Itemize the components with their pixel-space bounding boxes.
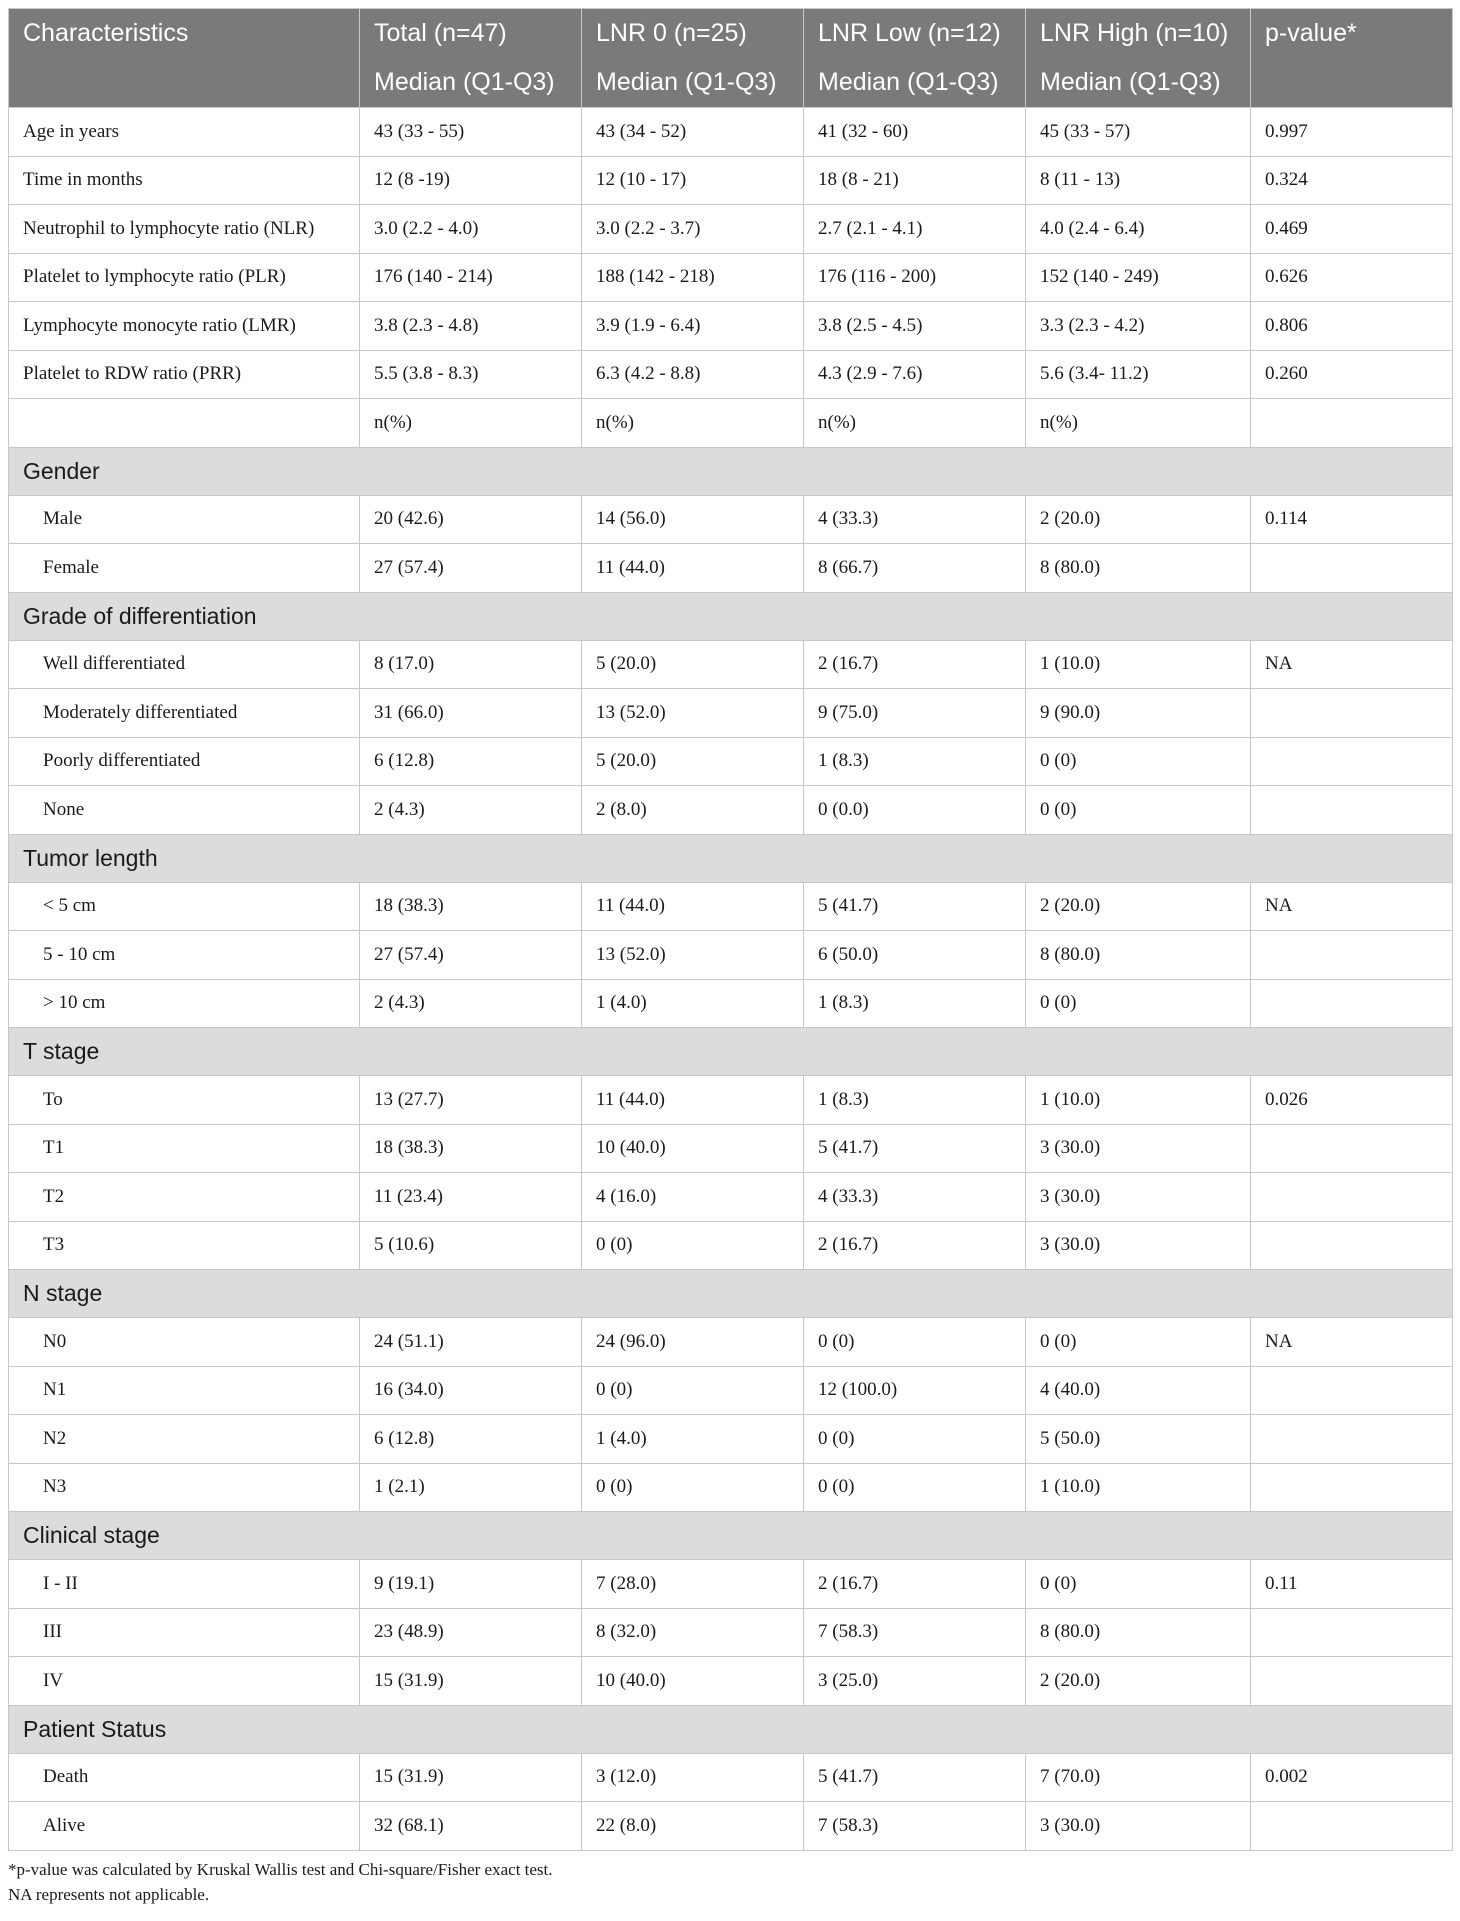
table-cell: 18 (8 - 21) [804,156,1026,205]
row-label: < 5 cm [9,882,360,931]
table-cell: NA [1251,640,1453,689]
table-cell [1251,737,1453,786]
table-cell: 0.002 [1251,1753,1453,1802]
table-cell: 176 (116 - 200) [804,253,1026,302]
table-cell: 4 (16.0) [582,1173,804,1222]
table-cell [1251,1657,1453,1706]
table-cell: 12 (100.0) [804,1366,1026,1415]
row-label: > 10 cm [9,979,360,1028]
table-row [9,931,1453,980]
header-lnr-high: LNR High (n=10) [1026,9,1251,59]
table-cell: 5 (41.7) [804,882,1026,931]
table-cell: 8 (80.0) [1026,544,1251,593]
table-row [9,544,1453,593]
table-cell: 3 (30.0) [1026,1124,1251,1173]
header-lnr-low: LNR Low (n=12) [804,9,1026,59]
header-sub-total: Median (Q1-Q3) [360,58,582,108]
footnote-p-value: *p-value was calculated by Kruskal Wallis test and Chi-square/Fisher exact test. [8,1859,553,1879]
table-container [8,8,1452,1907]
table-cell: 7 (58.3) [804,1608,1026,1657]
table-cell: 9 (90.0) [1026,689,1251,738]
table-cell: 0.114 [1251,495,1453,544]
row-label: Age in years [9,108,360,157]
table-cell: 0.806 [1251,302,1453,351]
table-row [9,350,1453,399]
table-cell: 0.324 [1251,156,1453,205]
table-cell: 14 (56.0) [582,495,804,544]
table-cell: 4 (33.3) [804,495,1026,544]
table-cell: 32 (68.1) [360,1802,582,1851]
section-title: Grade of differentiation [9,592,1453,640]
table-cell: 8 (80.0) [1026,1608,1251,1657]
table-cell: 7 (28.0) [582,1560,804,1609]
section-header-row [9,1028,1453,1076]
table-cell: 0 (0) [1026,979,1251,1028]
characteristics-table [8,8,1453,1851]
table-cell [1251,689,1453,738]
table-row [9,786,1453,835]
table-cell: 20 (42.6) [360,495,582,544]
table-cell: 0 (0) [1026,786,1251,835]
table-cell [1251,1124,1453,1173]
table-cell: 0.997 [1251,108,1453,157]
table-cell: n(%) [582,399,804,448]
table-cell: 1 (8.3) [804,737,1026,786]
table-cell: 23 (48.9) [360,1608,582,1657]
table-cell: 10 (40.0) [582,1124,804,1173]
row-label: N2 [9,1415,360,1464]
row-label: Death [9,1753,360,1802]
table-cell: n(%) [804,399,1026,448]
table-cell: 0 (0) [582,1463,804,1512]
table-cell: NA [1251,1318,1453,1367]
row-label: IV [9,1657,360,1706]
table-cell: 2 (16.7) [804,1560,1026,1609]
table-row [9,1124,1453,1173]
table-cell: 3.8 (2.3 - 4.8) [360,302,582,351]
table-cell: 0 (0) [804,1415,1026,1464]
table-row [9,253,1453,302]
table-cell: 3.3 (2.3 - 4.2) [1026,302,1251,351]
section-header-row [9,1270,1453,1318]
table-cell: 4.3 (2.9 - 7.6) [804,350,1026,399]
section-header-row [9,592,1453,640]
table-cell [1251,1463,1453,1512]
section-title: Gender [9,447,1453,495]
table-cell: 5.5 (3.8 - 8.3) [360,350,582,399]
table-cell: 3.8 (2.5 - 4.5) [804,302,1026,351]
table-cell: 0.469 [1251,205,1453,254]
table-cell: 5 (41.7) [804,1124,1026,1173]
row-label: Well differentiated [9,640,360,689]
table-cell: 24 (96.0) [582,1318,804,1367]
table-row [9,882,1453,931]
table-cell: 6.3 (4.2 - 8.8) [582,350,804,399]
row-label: Lymphocyte monocyte ratio (LMR) [9,302,360,351]
row-label: Poorly differentiated [9,737,360,786]
table-cell: 5.6 (3.4- 11.2) [1026,350,1251,399]
table-cell: 1 (2.1) [360,1463,582,1512]
table-cell: 8 (17.0) [360,640,582,689]
table-cell: 0.026 [1251,1076,1453,1125]
table-cell: 1 (10.0) [1026,1076,1251,1125]
row-label: I - II [9,1560,360,1609]
table-cell: 0 (0.0) [804,786,1026,835]
table-cell [1251,1415,1453,1464]
table-cell: NA [1251,882,1453,931]
table-cell: 27 (57.4) [360,931,582,980]
table-row [9,1173,1453,1222]
row-label: N0 [9,1318,360,1367]
table-row [9,108,1453,157]
table-cell: 3 (30.0) [1026,1221,1251,1270]
table-cell: 4.0 (2.4 - 6.4) [1026,205,1251,254]
table-cell: 12 (10 - 17) [582,156,804,205]
table-cell: 24 (51.1) [360,1318,582,1367]
table-cell: 43 (34 - 52) [582,108,804,157]
table-footnotes [8,1857,1452,1907]
table-cell: 8 (32.0) [582,1608,804,1657]
table-cell [1251,1173,1453,1222]
table-cell: 27 (57.4) [360,544,582,593]
header-sub-characteristics [9,58,360,108]
section-header-row [9,834,1453,882]
table-cell [1251,544,1453,593]
table-cell: 0 (0) [1026,1560,1251,1609]
table-cell: 188 (142 - 218) [582,253,804,302]
table-cell: 8 (11 - 13) [1026,156,1251,205]
n-percent-row [9,399,1453,448]
table-row [9,1560,1453,1609]
row-label: N1 [9,1366,360,1415]
table-row [9,640,1453,689]
table-cell: 1 (10.0) [1026,1463,1251,1512]
table-cell: 3.0 (2.2 - 3.7) [582,205,804,254]
table-cell: 0 (0) [1026,737,1251,786]
table-cell: 3 (30.0) [1026,1173,1251,1222]
table-cell: 11 (44.0) [582,1076,804,1125]
table-cell: 8 (66.7) [804,544,1026,593]
table-cell: 9 (19.1) [360,1560,582,1609]
table-row [9,689,1453,738]
table-cell: 0.260 [1251,350,1453,399]
row-label: III [9,1608,360,1657]
section-header-row [9,1512,1453,1560]
header-row-2 [9,58,1453,108]
table-cell [1251,1802,1453,1851]
header-sub-lnr-low: Median (Q1-Q3) [804,58,1026,108]
footnote-na: NA represents not applicable. [8,1884,210,1904]
table-cell: 2 (20.0) [1026,1657,1251,1706]
table-cell: 43 (33 - 55) [360,108,582,157]
table-cell: 11 (44.0) [582,544,804,593]
table-cell: 5 (41.7) [804,1753,1026,1802]
table-cell: 11 (23.4) [360,1173,582,1222]
row-label: Moderately differentiated [9,689,360,738]
row-label: Neutrophil to lymphocyte ratio (NLR) [9,205,360,254]
table-cell: 0 (0) [804,1463,1026,1512]
table-cell: 3 (30.0) [1026,1802,1251,1851]
table-cell: 1 (4.0) [582,1415,804,1464]
table-cell [9,399,360,448]
table-cell [1251,979,1453,1028]
row-label: Alive [9,1802,360,1851]
table-cell: 0 (0) [804,1318,1026,1367]
header-characteristics: Characteristics [9,9,360,59]
table-cell: 45 (33 - 57) [1026,108,1251,157]
table-cell: 5 (20.0) [582,737,804,786]
table-cell: 1 (10.0) [1026,640,1251,689]
table-cell: 13 (52.0) [582,931,804,980]
section-title: Tumor length [9,834,1453,882]
table-cell: 2 (4.3) [360,786,582,835]
section-title: N stage [9,1270,1453,1318]
table-cell: 2 (8.0) [582,786,804,835]
table-cell: 152 (140 - 249) [1026,253,1251,302]
table-row [9,1463,1453,1512]
row-label: Time in months [9,156,360,205]
table-cell: 8 (80.0) [1026,931,1251,980]
table-cell: 1 (8.3) [804,1076,1026,1125]
table-cell: 18 (38.3) [360,1124,582,1173]
table-cell: 22 (8.0) [582,1802,804,1851]
table-row [9,1753,1453,1802]
table-row [9,495,1453,544]
table-cell [1251,1366,1453,1415]
table-cell: 16 (34.0) [360,1366,582,1415]
row-label: T3 [9,1221,360,1270]
table-cell [1251,786,1453,835]
table-row [9,205,1453,254]
table-row [9,737,1453,786]
table-cell: 9 (75.0) [804,689,1026,738]
table-cell: 0.626 [1251,253,1453,302]
row-label: To [9,1076,360,1125]
table-cell: 0 (0) [582,1221,804,1270]
section-title: Clinical stage [9,1512,1453,1560]
table-row [9,1657,1453,1706]
table-cell: 2 (4.3) [360,979,582,1028]
table-cell: 13 (27.7) [360,1076,582,1125]
table-cell: 31 (66.0) [360,689,582,738]
table-cell: 7 (58.3) [804,1802,1026,1851]
table-row [9,1366,1453,1415]
row-label: T1 [9,1124,360,1173]
table-cell: 2 (20.0) [1026,882,1251,931]
section-title: Patient Status [9,1705,1453,1753]
row-label: Male [9,495,360,544]
table-cell [1251,931,1453,980]
table-cell: 11 (44.0) [582,882,804,931]
table-row [9,979,1453,1028]
table-row [9,1076,1453,1125]
header-row-1 [9,9,1453,59]
table-cell: 0.11 [1251,1560,1453,1609]
header-p-value: p-value* [1251,9,1453,59]
table-cell: 2.7 (2.1 - 4.1) [804,205,1026,254]
table-cell: 5 (20.0) [582,640,804,689]
table-cell [1251,399,1453,448]
header-sub-lnr-0: Median (Q1-Q3) [582,58,804,108]
row-label: Platelet to RDW ratio (PRR) [9,350,360,399]
row-label: N3 [9,1463,360,1512]
header-total: Total (n=47) [360,9,582,59]
table-header [9,9,1453,108]
table-row [9,1221,1453,1270]
table-row [9,1415,1453,1464]
table-cell: 4 (33.3) [804,1173,1026,1222]
table-cell: 2 (20.0) [1026,495,1251,544]
table-row [9,156,1453,205]
table-cell: 15 (31.9) [360,1753,582,1802]
table-cell: 41 (32 - 60) [804,108,1026,157]
section-header-row [9,447,1453,495]
table-cell: 12 (8 -19) [360,156,582,205]
table-row [9,1608,1453,1657]
table-cell: 3 (12.0) [582,1753,804,1802]
table-cell: 3.0 (2.2 - 4.0) [360,205,582,254]
section-header-row [9,1705,1453,1753]
row-label: T2 [9,1173,360,1222]
table-cell: n(%) [1026,399,1251,448]
table-cell: 5 (50.0) [1026,1415,1251,1464]
table-cell: 0 (0) [1026,1318,1251,1367]
table-cell: n(%) [360,399,582,448]
header-sub-lnr-high: Median (Q1-Q3) [1026,58,1251,108]
table-row [9,1802,1453,1851]
table-cell: 2 (16.7) [804,1221,1026,1270]
table-cell: 6 (50.0) [804,931,1026,980]
row-label: Platelet to lymphocyte ratio (PLR) [9,253,360,302]
section-title: T stage [9,1028,1453,1076]
table-row [9,1318,1453,1367]
table-cell: 2 (16.7) [804,640,1026,689]
header-lnr-0: LNR 0 (n=25) [582,9,804,59]
table-cell [1251,1221,1453,1270]
row-label: Female [9,544,360,593]
table-cell: 6 (12.8) [360,737,582,786]
table-cell: 7 (70.0) [1026,1753,1251,1802]
table-cell: 13 (52.0) [582,689,804,738]
table-cell: 1 (4.0) [582,979,804,1028]
table-cell: 1 (8.3) [804,979,1026,1028]
header-sub-p-value [1251,58,1453,108]
table-cell: 0 (0) [582,1366,804,1415]
row-label: 5 - 10 cm [9,931,360,980]
table-cell: 15 (31.9) [360,1657,582,1706]
table-cell [1251,1608,1453,1657]
table-cell: 3.9 (1.9 - 6.4) [582,302,804,351]
row-label: None [9,786,360,835]
table-row [9,302,1453,351]
table-cell: 4 (40.0) [1026,1366,1251,1415]
table-body [9,108,1453,1851]
table-cell: 10 (40.0) [582,1657,804,1706]
table-cell: 3 (25.0) [804,1657,1026,1706]
table-cell: 5 (10.6) [360,1221,582,1270]
table-cell: 6 (12.8) [360,1415,582,1464]
table-cell: 176 (140 - 214) [360,253,582,302]
table-cell: 18 (38.3) [360,882,582,931]
